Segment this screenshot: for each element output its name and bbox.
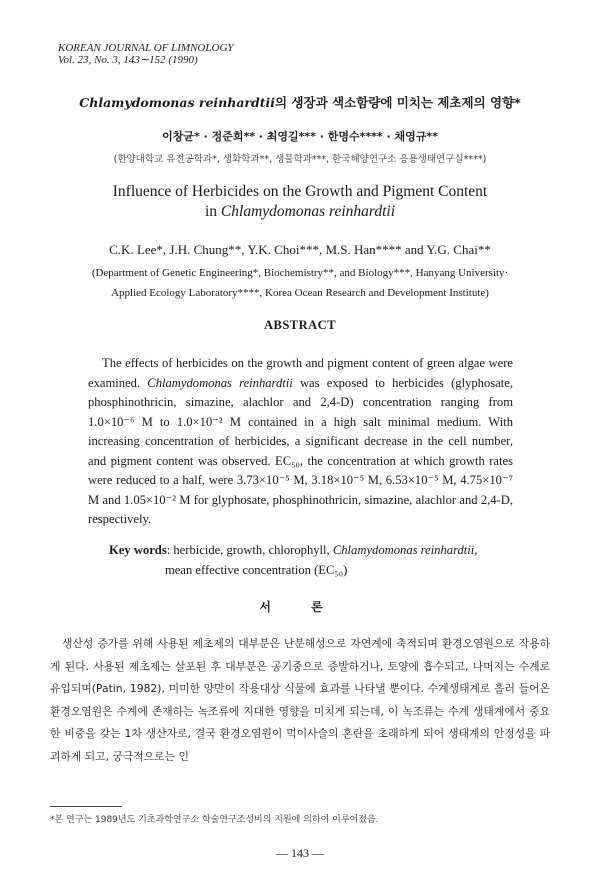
korean-authors: 이창균* · 정준희** · 최영길*** · 한명수**** · 채영규**	[162, 130, 438, 143]
english-authors: C.K. Lee*, J.H. Chung**, Y.K. Choi***, M.S. Han**** and Y.G. Chai**	[109, 242, 491, 257]
korean-affiliation: (한양대학교 유전공학과*, 생화학과**, 생물학과***, 한국해양연구소 응용생태연구실****)	[113, 154, 487, 165]
keywords-label: Key words	[109, 543, 167, 557]
keywords-text1: : herbicide, growth, chlorophyll,	[166, 543, 333, 557]
english-title-species: Chlamydomonas reinhardtii	[220, 203, 396, 220]
section-heading: 서 론	[259, 600, 341, 614]
journal-name: KOREAN JOURNAL OF LIMNOLOGY	[58, 42, 234, 54]
body-text: 생산성 증가를 위해 사용된 제초제의 대부분은 난분해성으로 자연계에 축적되며 환경오염원으로 작용하게 된다. 사용된 제초제는 살포된 후 대부분은 공기중으로 증발하거나, 토양에 흡수되고, 나머지는 수계로 유입되며(Patin, 1982), 미미한 양만이 작용대상 식물에 효과를 나타낼 뿐이다. 수계생태계로 흘러 들어온 환경오염원은 수계에 존재하는 녹조류에 지대한 영향을 미치게 되는데, 이 녹조류는 수계 생태계에서 중요한 비중을 갖는 1차 생산자로, 결국 환경오염원이 먹이사슬의 혼란을 초래하게 되어 생태계의 안정성을 파괴하게 되고, 궁극적으로는 인	[50, 637, 550, 763]
english-affiliation-line2: Applied Ecology Laboratory****, Korea Ocean Research and Development Institute)	[111, 287, 489, 299]
journal-header	[58, 42, 234, 66]
abstract-heading: ABSTRACT	[263, 318, 337, 332]
keywords-species: Chlamydomonas reinhardtii	[332, 543, 475, 557]
keywords	[109, 541, 529, 580]
journal-volume: Vol. 23, No. 3, 143∼152 (1990)	[58, 54, 198, 66]
footnote: *본 연구는 1989년도 기초과학연구소 학술연구조성비의 지원에 의하여 이루어졌음.	[50, 815, 379, 825]
abstract-part1: The effects of herbicides on the growth and pigment content of green algae were examined.	[88, 356, 513, 390]
korean-title	[0, 93, 600, 111]
page-number: — 143 —	[276, 846, 324, 860]
english-affiliation-line1: (Department of Genetic Engineering*, Biochemistry**, and Biology***, Hanyang University·	[91, 267, 509, 279]
abstract-species: Chlamydomonas reinhardtii	[147, 375, 293, 390]
footnote-rule	[50, 806, 122, 807]
korean-title-rest: 의 생장과 색소함량에 미치는 제초제의 영향*	[275, 95, 521, 110]
english-title	[0, 182, 600, 222]
english-title-line2	[0, 202, 600, 222]
keywords-line2: mean effective concentration (EC₅₀)	[165, 562, 348, 577]
abstract-body	[88, 354, 513, 530]
english-title-line1: Influence of Herbicides on the Growth and Pigment Content	[112, 183, 488, 200]
korean-title-species: Chlamydomonas reinhardtii	[79, 95, 276, 110]
keywords-line1	[109, 541, 529, 561]
english-affiliation	[0, 263, 600, 303]
keywords-text2: ,	[474, 543, 478, 557]
abstract-part2: was exposed to herbicides (glyphosate, phosphinothricin, simazine, alachlor and 2,4-D) concentration ranging from 1.0×10⁻⁶ M to 1.0×10⁻² M contained in a high salt minimal medium. With increasing concentration of herbicides, a significant decrease in the cell number, and pigment content was observed. EC₅₀, the concentration at which growth rates were reduced to a half, were 3.73×10⁻⁵ M, 3.18×10⁻⁵ M, 6.53×10⁻⁵ M, 4.75×10⁻⁷ M and 1.05×10⁻² M for glyphosate, phosphinothricin, simazine, alachlor and 2,4-D, respectively.	[88, 375, 513, 526]
english-title-prefix: in	[204, 203, 221, 220]
